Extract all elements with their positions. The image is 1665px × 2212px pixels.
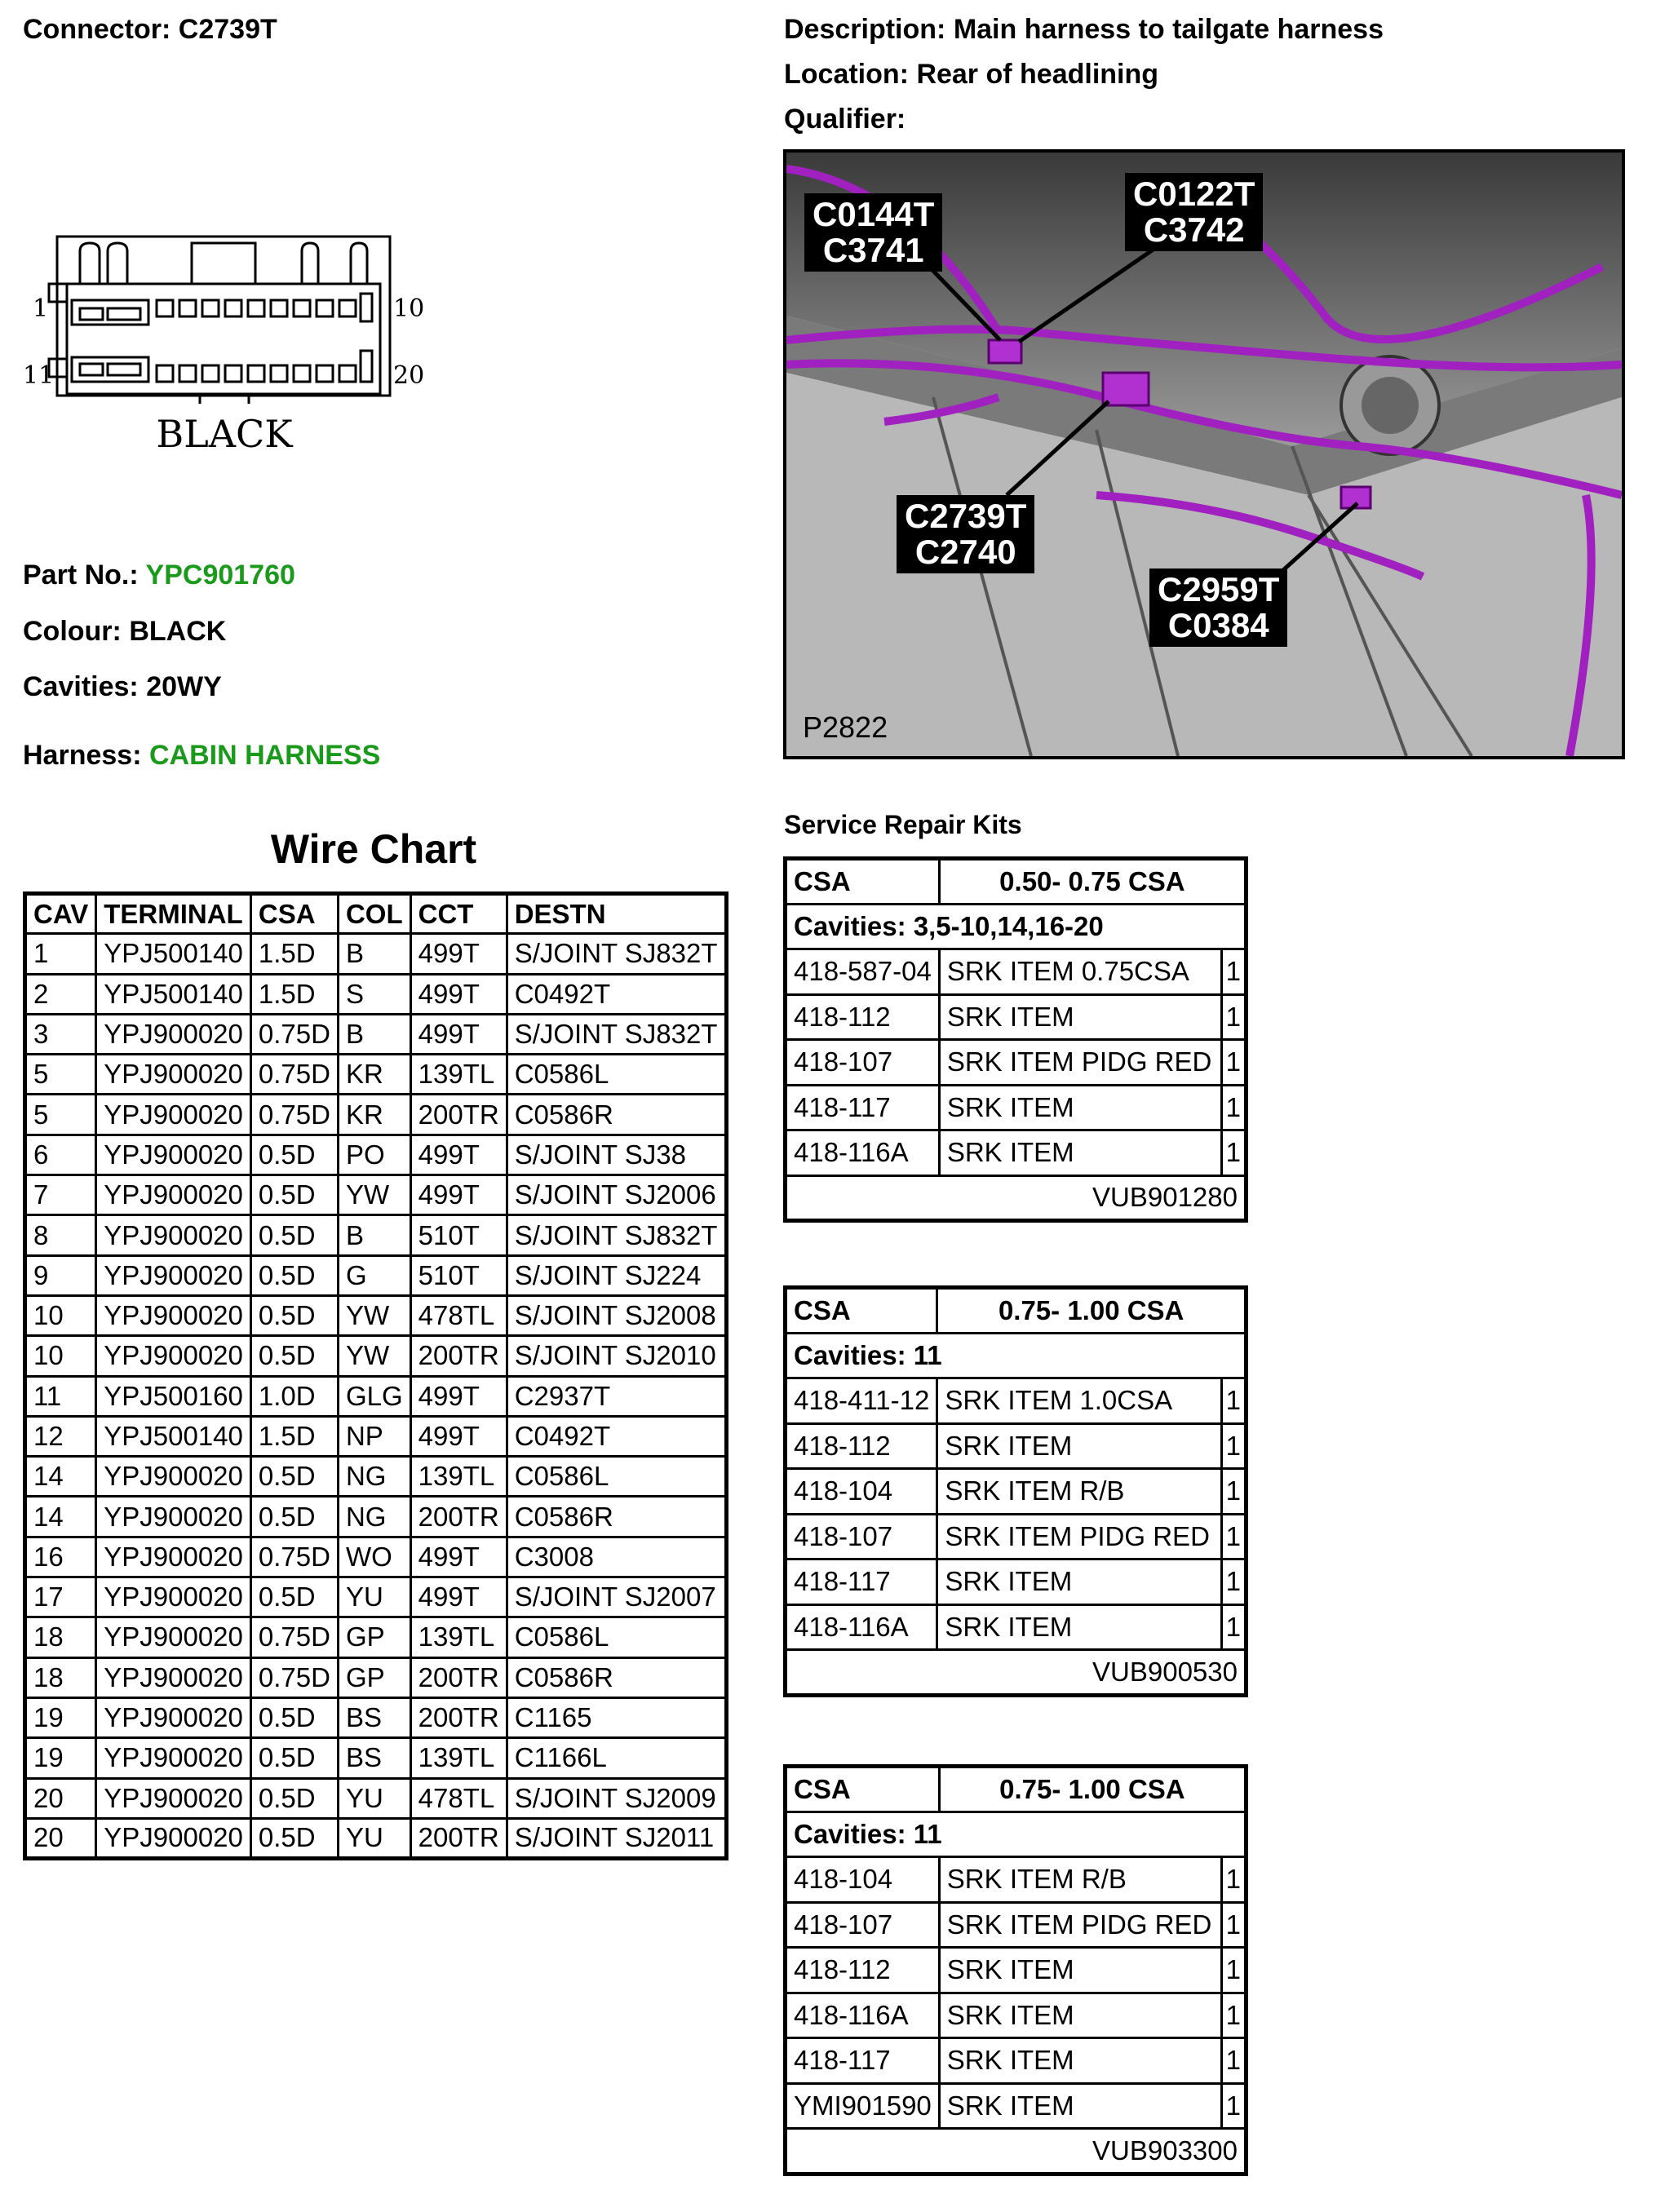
kit-item-qty: 1 bbox=[1221, 1604, 1246, 1650]
kit-ref-row bbox=[786, 1175, 1247, 1221]
wire-chart-cell: GP bbox=[338, 1617, 410, 1657]
part-no-link[interactable]: YPC901760 bbox=[145, 560, 295, 591]
wire-chart-cell: 0.5D bbox=[250, 1497, 338, 1537]
wire-chart-cell: 5 bbox=[25, 1095, 96, 1135]
wire-chart-row bbox=[25, 1818, 727, 1858]
wire-chart-cell: 499T bbox=[410, 1376, 507, 1416]
wire-chart-cell: 0.5D bbox=[250, 1175, 338, 1215]
kit-csa-range: 0.50- 0.75 CSA bbox=[939, 859, 1246, 905]
wire-chart-cell: 1.5D bbox=[250, 934, 338, 974]
kit-item-qty: 1 bbox=[1221, 1040, 1246, 1086]
kit-item-qty: 1 bbox=[1221, 1514, 1246, 1559]
wire-chart-cell: YPJ900020 bbox=[96, 1295, 251, 1335]
kit-cavities bbox=[786, 1812, 1247, 1857]
kit-ref-row bbox=[786, 1650, 1247, 1696]
kit-item-qty: 1 bbox=[1221, 1423, 1246, 1469]
wire-chart-cell: 0.5D bbox=[250, 1336, 338, 1376]
wire-chart-cell: 19 bbox=[25, 1697, 96, 1737]
wire-chart-cell: 10 bbox=[25, 1336, 96, 1376]
kit-item-desc: SRK ITEM bbox=[937, 1559, 1221, 1605]
kit-item-part: 418-112 bbox=[786, 1423, 937, 1469]
wire-chart-row bbox=[25, 1295, 727, 1335]
kit-item-desc: SRK ITEM PIDG RED bbox=[939, 1902, 1221, 1948]
wire-chart-cell: YPJ900020 bbox=[96, 1497, 251, 1537]
kit-item-desc: SRK ITEM bbox=[937, 1423, 1221, 1469]
colour-row: Colour: BLACK bbox=[23, 616, 227, 647]
wire-chart-cell: 8 bbox=[25, 1215, 96, 1255]
wire-chart-cell: 18 bbox=[25, 1617, 96, 1657]
wire-chart-cell: 17 bbox=[25, 1577, 96, 1617]
pin-11-label: 11 bbox=[23, 361, 55, 390]
wire-chart-cell: 200TR bbox=[410, 1657, 507, 1697]
kit-item-part: 418-104 bbox=[786, 1857, 940, 1903]
kit-item-row bbox=[786, 1559, 1247, 1605]
connector-id: C2739T bbox=[178, 14, 277, 45]
wire-chart-cell: 510T bbox=[410, 1255, 507, 1295]
wire-chart-row bbox=[25, 1255, 727, 1295]
wire-chart-cell: 0.5D bbox=[250, 1457, 338, 1497]
wire-chart-cell: YPJ900020 bbox=[96, 1537, 251, 1577]
kit-item-row bbox=[786, 1040, 1247, 1086]
kit-item-part: 418-116A bbox=[786, 1604, 937, 1650]
kit-item-part: 418-117 bbox=[786, 2038, 940, 2084]
wire-chart-cell: NG bbox=[338, 1497, 410, 1537]
kit-item-desc: SRK ITEM bbox=[939, 1085, 1221, 1130]
header-terminal: TERMINAL bbox=[96, 894, 251, 934]
kit-item-qty: 1 bbox=[1221, 1469, 1246, 1515]
wire-chart-cell: C1165 bbox=[507, 1697, 726, 1737]
wire-chart-cell: 510T bbox=[410, 1215, 507, 1255]
wire-chart-cell: 14 bbox=[25, 1457, 96, 1497]
kit-item-part: 418-107 bbox=[786, 1514, 937, 1559]
wire-chart-cell: 139TL bbox=[410, 1055, 507, 1095]
wire-chart-cell: S/JOINT SJ2006 bbox=[507, 1175, 726, 1215]
kit-item-part: 418-104 bbox=[786, 1469, 937, 1515]
kit-item-row bbox=[786, 1469, 1247, 1515]
kit-cavities-text: Cavities: 3,5-10,14,16-20 bbox=[786, 904, 1247, 949]
kit-csa-range: 0.75- 1.00 CSA bbox=[937, 1288, 1247, 1334]
photo-label-c2959t: C2959T C0384 bbox=[1149, 568, 1287, 647]
wire-chart-cell: YPJ500160 bbox=[96, 1376, 251, 1416]
wire-chart-cell: 1.0D bbox=[250, 1376, 338, 1416]
wire-chart-row bbox=[25, 1738, 727, 1778]
wire-chart-cell: 0.75D bbox=[250, 1014, 338, 1054]
wire-chart-cell: 18 bbox=[25, 1657, 96, 1697]
kit-cavities-text: Cavities: 11 bbox=[786, 1333, 1247, 1378]
kit-cavities bbox=[786, 904, 1247, 949]
wire-chart-cell: 10 bbox=[25, 1295, 96, 1335]
wire-chart-cell: 5 bbox=[25, 1055, 96, 1095]
wire-chart-cell: 20 bbox=[25, 1818, 96, 1858]
kit-item-qty: 1 bbox=[1221, 2083, 1246, 2129]
wire-chart-cell: 0.5D bbox=[250, 1295, 338, 1335]
wire-chart-cell: 0.5D bbox=[250, 1215, 338, 1255]
wire-chart-cell: YPJ900020 bbox=[96, 1135, 251, 1175]
wire-chart-cell: KR bbox=[338, 1095, 410, 1135]
wire-chart-cell: S/JOINT SJ832T bbox=[507, 934, 726, 974]
wire-chart-cell: YPJ900020 bbox=[96, 1457, 251, 1497]
header-csa: CSA bbox=[250, 894, 338, 934]
wire-chart-row bbox=[25, 1095, 727, 1135]
wire-chart-cell: S/JOINT SJ2009 bbox=[507, 1778, 726, 1818]
wire-chart-cell: S/JOINT SJ2011 bbox=[507, 1818, 726, 1858]
wire-chart-cell: 478TL bbox=[410, 1778, 507, 1818]
wire-chart-cell: YPJ500140 bbox=[96, 974, 251, 1014]
wire-chart-row bbox=[25, 1657, 727, 1697]
kit-item-desc: SRK ITEM bbox=[939, 1948, 1221, 1993]
wire-chart-cell: C0586L bbox=[507, 1457, 726, 1497]
wire-chart-row bbox=[25, 1135, 727, 1175]
wire-chart-cell: 499T bbox=[410, 1537, 507, 1577]
wire-chart-cell: YPJ500140 bbox=[96, 934, 251, 974]
wire-chart-cell: 0.5D bbox=[250, 1818, 338, 1858]
wire-chart-cell: YPJ900020 bbox=[96, 1818, 251, 1858]
wire-chart-cell: 6 bbox=[25, 1135, 96, 1175]
wire-chart-row bbox=[25, 1577, 727, 1617]
kit-item-row bbox=[786, 1604, 1247, 1650]
repair-kit-table bbox=[783, 856, 1248, 1223]
kit-item-part: 418-112 bbox=[786, 1948, 940, 1993]
header-cav: CAV bbox=[25, 894, 96, 934]
colour-value: BLACK bbox=[129, 616, 227, 647]
wire-chart-cell: 0.75D bbox=[250, 1537, 338, 1577]
wire-chart-cell: 499T bbox=[410, 934, 507, 974]
connector-label: Connector: C2739T bbox=[23, 14, 277, 45]
wire-chart-row bbox=[25, 1416, 727, 1456]
wire-chart-cell: C0586R bbox=[507, 1095, 726, 1135]
photo-id: P2822 bbox=[803, 710, 888, 744]
kit-item-desc: SRK ITEM bbox=[937, 1604, 1221, 1650]
wire-chart-cell: WO bbox=[338, 1537, 410, 1577]
kit-item-row bbox=[786, 1378, 1247, 1424]
kit-item-row bbox=[786, 1514, 1247, 1559]
kit-item-qty: 1 bbox=[1221, 1085, 1246, 1130]
wire-chart-cell: YPJ900020 bbox=[96, 1215, 251, 1255]
wire-chart-row bbox=[25, 1697, 727, 1737]
service-repair-kits-title: Service Repair Kits bbox=[784, 810, 1022, 839]
wire-chart-cell: 200TR bbox=[410, 1818, 507, 1858]
kit-item-part: 418-112 bbox=[786, 994, 940, 1040]
kit-item-qty: 1 bbox=[1221, 1378, 1246, 1424]
location-photo bbox=[783, 149, 1625, 759]
kit-item-part: 418-107 bbox=[786, 1040, 940, 1086]
wire-chart-row bbox=[25, 1537, 727, 1577]
harness-row: Harness: CABIN HARNESS bbox=[23, 740, 381, 771]
wire-chart-cell: 499T bbox=[410, 1135, 507, 1175]
kit-item-desc: SRK ITEM bbox=[939, 994, 1221, 1040]
wire-chart-cell: 7 bbox=[25, 1175, 96, 1215]
wire-chart-cell: GLG bbox=[338, 1376, 410, 1416]
kit-cavities bbox=[786, 1333, 1247, 1378]
pin-20-label: 20 bbox=[393, 361, 425, 390]
wire-chart-cell: 0.5D bbox=[250, 1577, 338, 1617]
wire-chart-cell: YW bbox=[338, 1336, 410, 1376]
wire-chart-cell: 1 bbox=[25, 934, 96, 974]
wire-chart-cell: S bbox=[338, 974, 410, 1014]
photo-label-c2739t: C2739T C2740 bbox=[897, 495, 1034, 573]
kit-item-qty: 1 bbox=[1221, 1948, 1246, 1993]
wire-chart-row bbox=[25, 1778, 727, 1818]
kit-item-qty: 1 bbox=[1221, 2038, 1246, 2084]
kit-header bbox=[786, 859, 1247, 905]
wire-chart-cell: YPJ900020 bbox=[96, 1778, 251, 1818]
kit-cavities-text: Cavities: 11 bbox=[786, 1812, 1247, 1857]
wire-chart-cell: YW bbox=[338, 1295, 410, 1335]
wire-chart-row bbox=[25, 1014, 727, 1054]
wire-chart-title: Wire Chart bbox=[270, 826, 477, 872]
kit-item-row bbox=[786, 1085, 1247, 1130]
wire-chart-cell: 1.5D bbox=[250, 974, 338, 1014]
wire-chart-cell: S/JOINT SJ38 bbox=[507, 1135, 726, 1175]
part-no-row: Part No.: YPC901760 bbox=[23, 560, 295, 591]
wire-chart-cell: 11 bbox=[25, 1376, 96, 1416]
wire-chart-cell: 20 bbox=[25, 1778, 96, 1818]
kit-item-desc: SRK ITEM PIDG RED bbox=[939, 1040, 1221, 1086]
wire-chart-cell: 499T bbox=[410, 1577, 507, 1617]
kit-item-desc: SRK ITEM R/B bbox=[939, 1857, 1221, 1903]
kit-item-row bbox=[786, 1948, 1247, 1993]
wire-chart-cell: YPJ900020 bbox=[96, 1738, 251, 1778]
pin-1-label: 1 bbox=[33, 294, 49, 323]
wire-chart-row bbox=[25, 934, 727, 974]
wire-chart-cell: S/JOINT SJ2008 bbox=[507, 1295, 726, 1335]
location-value: Rear of headlining bbox=[916, 59, 1159, 90]
wire-chart-cell: 0.75D bbox=[250, 1657, 338, 1697]
qualifier-label: Qualifier: bbox=[784, 104, 906, 135]
wire-chart-cell: BS bbox=[338, 1738, 410, 1778]
wire-chart-cell: 2 bbox=[25, 974, 96, 1014]
wire-chart-cell: 200TR bbox=[410, 1497, 507, 1537]
header-col: COL bbox=[338, 894, 410, 934]
kit-item-row bbox=[786, 1130, 1247, 1176]
wire-chart-cell: 200TR bbox=[410, 1697, 507, 1737]
kit-item-qty: 1 bbox=[1221, 1559, 1246, 1605]
kit-item-row bbox=[786, 949, 1247, 995]
kit-item-row bbox=[786, 1857, 1247, 1903]
kit-item-row bbox=[786, 2038, 1247, 2084]
wire-chart-cell: 12 bbox=[25, 1416, 96, 1456]
wire-chart-row bbox=[25, 1617, 727, 1657]
wire-chart-cell: YPJ900020 bbox=[96, 1055, 251, 1095]
wire-chart-cell: C0492T bbox=[507, 1416, 726, 1456]
kit-item-desc: SRK ITEM PIDG RED bbox=[937, 1514, 1221, 1559]
wire-chart-cell: C0492T bbox=[507, 974, 726, 1014]
wire-chart-cell: C0586R bbox=[507, 1657, 726, 1697]
kit-header bbox=[786, 1767, 1247, 1812]
wire-chart-cell: YPJ900020 bbox=[96, 1175, 251, 1215]
kit-item-desc: SRK ITEM bbox=[939, 1993, 1221, 2038]
kit-item-part: 418-587-04 bbox=[786, 949, 940, 995]
wire-chart-cell: C2937T bbox=[507, 1376, 726, 1416]
photo-label-c0144t: C0144T C3741 bbox=[804, 193, 942, 272]
wire-chart-cell: 0.5D bbox=[250, 1778, 338, 1818]
kit-item-desc: SRK ITEM bbox=[939, 2038, 1221, 2084]
wire-chart-cell: C0586R bbox=[507, 1497, 726, 1537]
kit-item-row bbox=[786, 1902, 1247, 1948]
wire-chart-cell: 0.75D bbox=[250, 1055, 338, 1095]
kit-item-part: 418-117 bbox=[786, 1559, 937, 1605]
photo-label-c0122t: C0122T C3742 bbox=[1125, 173, 1263, 251]
wire-chart-body bbox=[25, 934, 727, 1859]
kit-item-desc: SRK ITEM bbox=[939, 2083, 1221, 2129]
kit-item-qty: 1 bbox=[1221, 1993, 1246, 2038]
repair-kit-table bbox=[783, 1285, 1248, 1697]
kit-item-row bbox=[786, 994, 1247, 1040]
wire-chart-cell: YW bbox=[338, 1175, 410, 1215]
kit-item-part: 418-107 bbox=[786, 1902, 940, 1948]
wire-chart-cell: GP bbox=[338, 1657, 410, 1697]
kit-ref: VUB903300 bbox=[786, 2129, 1247, 2174]
wire-chart-cell: 14 bbox=[25, 1497, 96, 1537]
description-label: Description: Main harness to tailgate harness bbox=[784, 14, 1384, 45]
wire-chart-cell: 0.5D bbox=[250, 1738, 338, 1778]
kit-item-row bbox=[786, 2083, 1247, 2129]
wire-chart-cell: 499T bbox=[410, 1175, 507, 1215]
description-value: Main harness to tailgate harness bbox=[953, 14, 1384, 45]
kit-item-qty: 1 bbox=[1221, 1857, 1246, 1903]
wire-chart-row bbox=[25, 1497, 727, 1537]
wire-chart-row bbox=[25, 1336, 727, 1376]
kit-item-desc: SRK ITEM 0.75CSA bbox=[939, 949, 1221, 995]
wire-chart-cell: C3008 bbox=[507, 1537, 726, 1577]
wire-chart-cell: 0.5D bbox=[250, 1255, 338, 1295]
diagram-colour-text: BLACK bbox=[156, 412, 293, 456]
wire-chart-cell: YPJ900020 bbox=[96, 1617, 251, 1657]
kit-header bbox=[786, 1288, 1247, 1334]
wire-chart-cell: KR bbox=[338, 1055, 410, 1095]
wire-chart-cell: YU bbox=[338, 1577, 410, 1617]
wire-chart-cell: YPJ900020 bbox=[96, 1336, 251, 1376]
kit-item-part: 418-116A bbox=[786, 1130, 940, 1176]
wire-chart-cell: YPJ900020 bbox=[96, 1095, 251, 1135]
kit-item-qty: 1 bbox=[1221, 994, 1246, 1040]
kit-item-qty: 1 bbox=[1221, 949, 1246, 995]
kit-item-part: 418-117 bbox=[786, 1085, 940, 1130]
cavities-row: Cavities: 20WY bbox=[23, 671, 222, 702]
kit-item-part: YMI901590 bbox=[786, 2083, 940, 2129]
wire-chart-cell: YPJ900020 bbox=[96, 1577, 251, 1617]
harness-link[interactable]: CABIN HARNESS bbox=[148, 740, 381, 771]
kit-item-desc: SRK ITEM bbox=[939, 1130, 1221, 1176]
wire-chart-row bbox=[25, 1215, 727, 1255]
kit-item-row bbox=[786, 1423, 1247, 1469]
location-label: Location: Rear of headlining bbox=[784, 59, 1159, 90]
wire-chart-cell: 499T bbox=[410, 1014, 507, 1054]
wire-chart-cell: B bbox=[338, 934, 410, 974]
wire-chart-cell: C1166L bbox=[507, 1738, 726, 1778]
wire-chart-row bbox=[25, 1457, 727, 1497]
wire-chart-cell: YPJ900020 bbox=[96, 1255, 251, 1295]
connector-diagram bbox=[16, 228, 441, 465]
kit-ref: VUB901280 bbox=[786, 1175, 1247, 1221]
wire-chart-cell: G bbox=[338, 1255, 410, 1295]
kit-csa-range: 0.75- 1.00 CSA bbox=[939, 1767, 1246, 1812]
wire-chart-cell: 478TL bbox=[410, 1295, 507, 1335]
kit-csa-label: CSA bbox=[786, 1767, 940, 1812]
wire-chart-cell: 1.5D bbox=[250, 1416, 338, 1456]
kit-item-part: 418-116A bbox=[786, 1993, 940, 2038]
wire-chart-cell: 0.5D bbox=[250, 1135, 338, 1175]
kit-ref-row bbox=[786, 2129, 1247, 2174]
header-cct: CCT bbox=[410, 894, 507, 934]
wire-chart-cell: 139TL bbox=[410, 1457, 507, 1497]
kit-item-desc: SRK ITEM 1.0CSA bbox=[937, 1378, 1221, 1424]
wire-chart-cell: 0.5D bbox=[250, 1697, 338, 1737]
wire-chart-cell: NP bbox=[338, 1416, 410, 1456]
wire-chart-cell: 200TR bbox=[410, 1336, 507, 1376]
wire-chart-cell: YPJ900020 bbox=[96, 1697, 251, 1737]
kit-csa-label: CSA bbox=[786, 859, 940, 905]
wire-chart-cell: YPJ500140 bbox=[96, 1416, 251, 1456]
kit-csa-label: CSA bbox=[786, 1288, 937, 1334]
wire-chart-cell: 499T bbox=[410, 1416, 507, 1456]
wire-chart-cell: B bbox=[338, 1215, 410, 1255]
pin-10-label: 10 bbox=[393, 294, 425, 323]
header-destn: DESTN bbox=[507, 894, 726, 934]
wire-chart-cell: 9 bbox=[25, 1255, 96, 1295]
wire-chart-row bbox=[25, 1175, 727, 1215]
wire-chart-cell: 3 bbox=[25, 1014, 96, 1054]
wire-chart-cell: S/JOINT SJ2010 bbox=[507, 1336, 726, 1376]
wire-chart-table bbox=[23, 891, 728, 1860]
wire-chart-cell: C0586L bbox=[507, 1617, 726, 1657]
wire-chart-cell: 200TR bbox=[410, 1095, 507, 1135]
wire-chart-cell: 19 bbox=[25, 1738, 96, 1778]
wire-chart-cell: 499T bbox=[410, 974, 507, 1014]
wire-chart-cell: NG bbox=[338, 1457, 410, 1497]
kit-item-qty: 1 bbox=[1221, 1902, 1246, 1948]
wire-chart-cell: YU bbox=[338, 1778, 410, 1818]
wire-chart-cell: 0.75D bbox=[250, 1617, 338, 1657]
wire-chart-row bbox=[25, 1376, 727, 1416]
wire-chart-header bbox=[25, 894, 727, 934]
repair-kit-table bbox=[783, 1764, 1248, 2176]
wire-chart-cell: S/JOINT SJ2007 bbox=[507, 1577, 726, 1617]
wire-chart-cell: C0586L bbox=[507, 1055, 726, 1095]
wire-chart-row bbox=[25, 974, 727, 1014]
wire-chart-cell: 0.75D bbox=[250, 1095, 338, 1135]
wire-chart-cell: YU bbox=[338, 1818, 410, 1858]
kit-item-qty: 1 bbox=[1221, 1130, 1246, 1176]
kit-item-part: 418-411-12 bbox=[786, 1378, 937, 1424]
kit-item-desc: SRK ITEM R/B bbox=[937, 1469, 1221, 1515]
wire-chart-cell: 139TL bbox=[410, 1738, 507, 1778]
wire-chart-cell: S/JOINT SJ832T bbox=[507, 1215, 726, 1255]
wire-chart-cell: B bbox=[338, 1014, 410, 1054]
cavities-value: 20WY bbox=[146, 671, 222, 702]
wire-chart-cell: YPJ900020 bbox=[96, 1014, 251, 1054]
wire-chart-cell: YPJ900020 bbox=[96, 1657, 251, 1697]
wire-chart-row bbox=[25, 1055, 727, 1095]
wire-chart-cell: S/JOINT SJ832T bbox=[507, 1014, 726, 1054]
wire-chart-cell: PO bbox=[338, 1135, 410, 1175]
wire-chart-cell: S/JOINT SJ224 bbox=[507, 1255, 726, 1295]
wire-chart-cell: 139TL bbox=[410, 1617, 507, 1657]
kit-item-row bbox=[786, 1993, 1247, 2038]
kit-ref: VUB900530 bbox=[786, 1650, 1247, 1696]
wire-chart-cell: 16 bbox=[25, 1537, 96, 1577]
wire-chart-cell: BS bbox=[338, 1697, 410, 1737]
